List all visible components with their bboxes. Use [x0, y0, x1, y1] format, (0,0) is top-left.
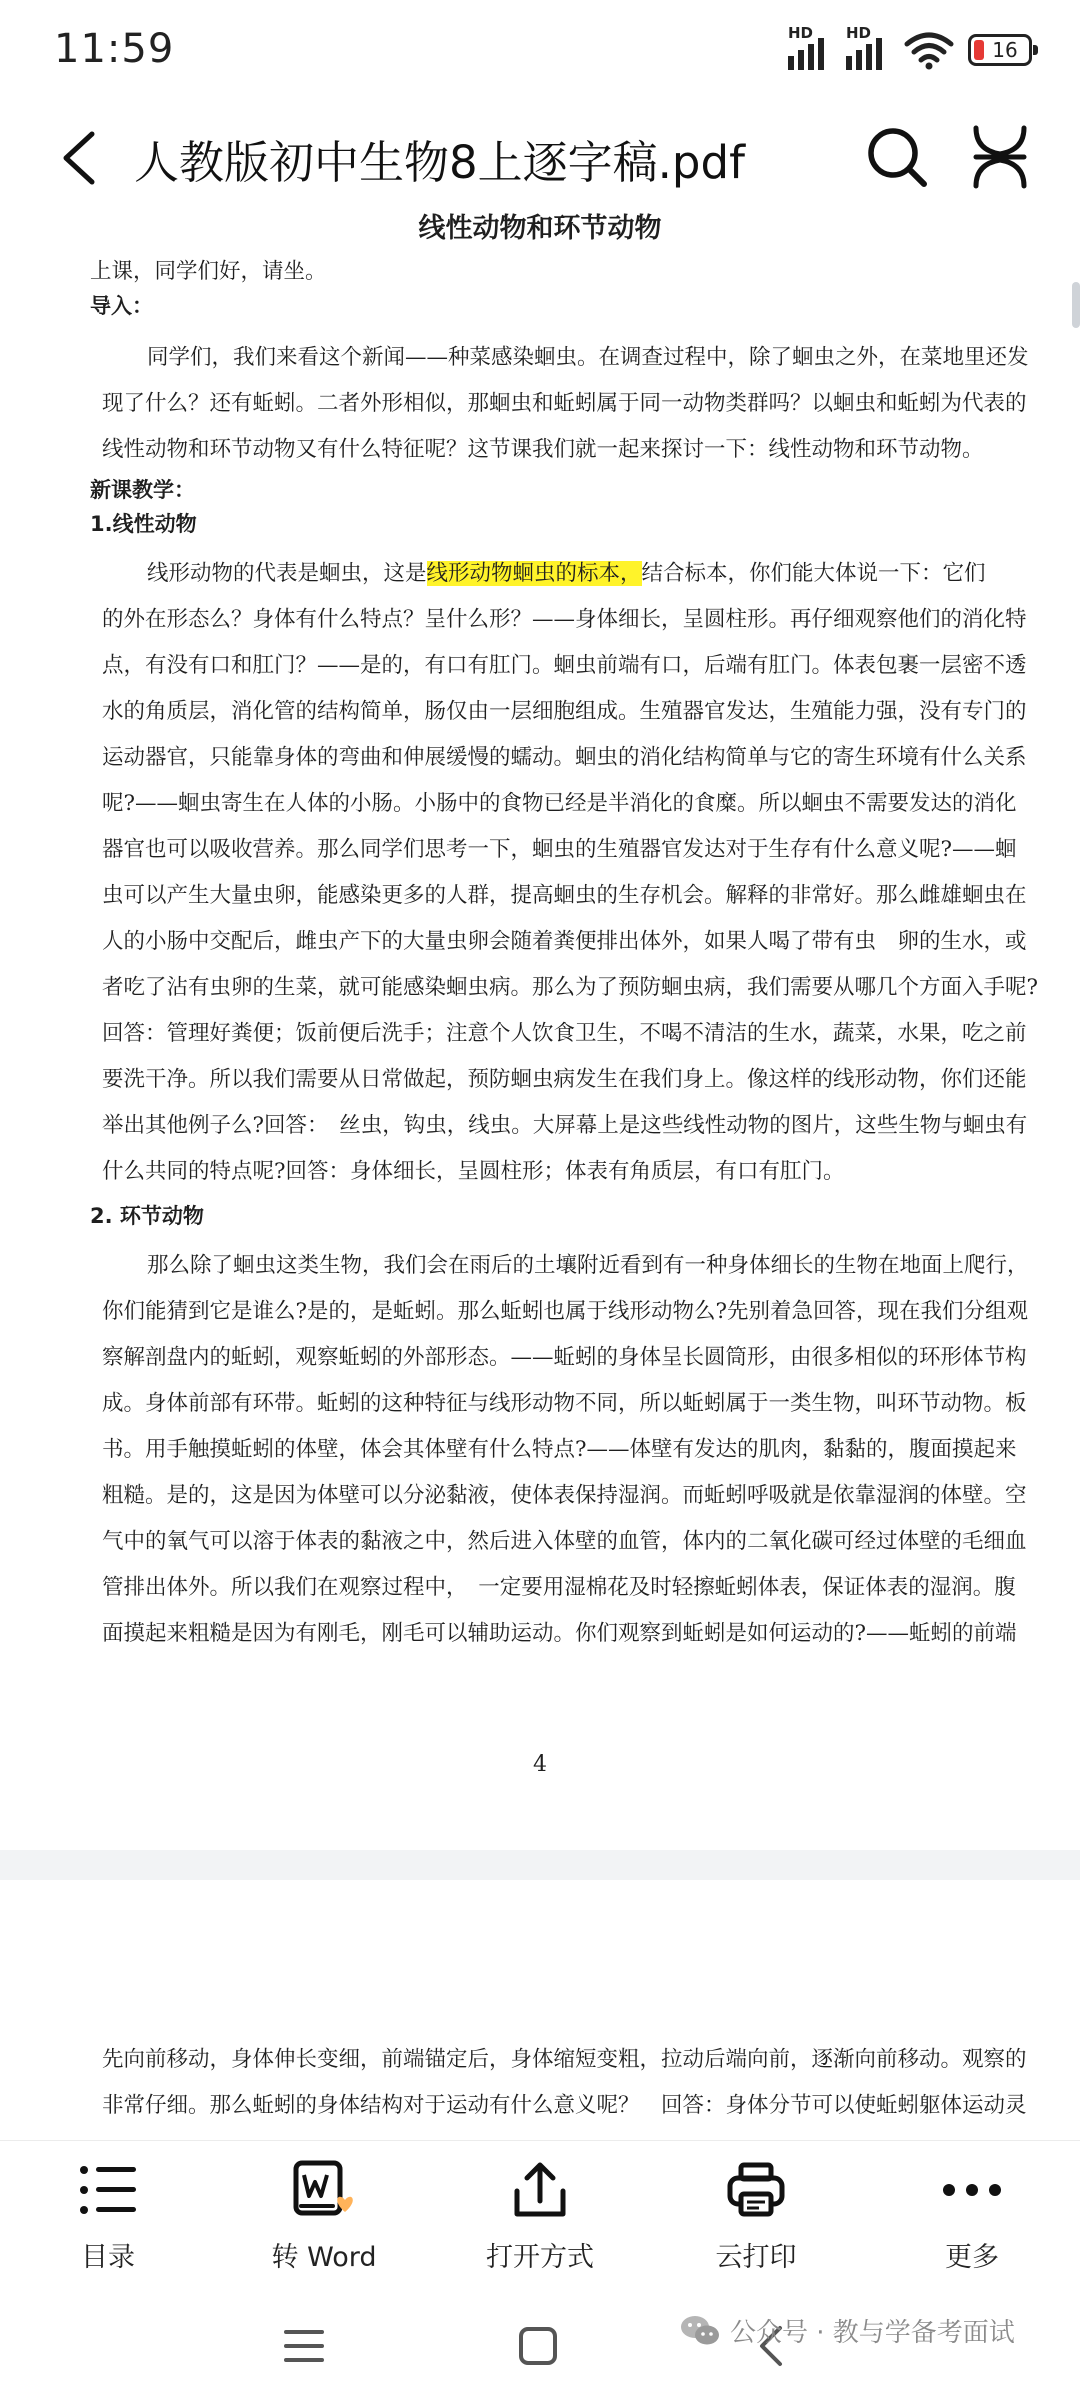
wechat-icon — [680, 2314, 720, 2348]
cloud-print-label: 云打印 — [715, 2242, 797, 2273]
text-line: 呢?——蛔虫寄生在人体的小肠。小肠中的食物已经是半消化的食糜。所以蛔虫不需要发达的消化 — [102, 791, 1017, 816]
hd-label-2: HD — [846, 24, 872, 42]
text-line: 水的角质层，消化管的结构简单，肠仅由一层细胞组成。生殖器官发达，生殖能力强，没有专门的 — [102, 699, 1027, 724]
battery-icon — [968, 34, 1032, 66]
text-line: 非常仔细。那么蚯蚓的身体结构对于运动有什么意义呢？ 回答：身体分节可以使蚯蚓躯体运动灵 — [102, 2093, 1027, 2118]
text-line: 要洗干净。所以我们需要从日常做起，预防蛔虫病发生在我们身上。像这样的线形动物，你们还能 — [102, 1067, 1027, 1092]
watermark-text: 公众号 · 教与学备考面试 — [730, 2318, 1015, 2348]
text-line: 回答：管理好粪便；饭前便后洗手；注意个人饮食卫生，不喝不清洁的生水，蔬菜，水果，吃之前 — [102, 1021, 1027, 1046]
printer-icon — [727, 2162, 785, 2218]
text-line: 器官也可以吸收营养。那么同学们思考一下，蛔虫的生殖器官发达对于生存有什么意义呢?——蛔 — [102, 837, 1017, 862]
text-line: 线性动物和环节动物又有什么特征呢？这节课我们就一起来探讨一下：线性动物和环节动物。 — [102, 437, 984, 462]
wifi-icon — [904, 30, 954, 70]
text-segment: 线形动物的代表是蛔虫，这是 — [147, 561, 427, 586]
text-line: 成。身体前部有环带。蚯蚓的这种特征与线形动物不同，所以蚯蚓属于一类生物，叫环节动物。板 — [102, 1391, 1027, 1416]
share-icon — [512, 2161, 568, 2219]
text-line: 粗糙。是的，这是因为体壁可以分泌黏液，使体表保持湿润。而蚯蚓呼吸就是依靠湿润的体壁。空 — [102, 1483, 1027, 1508]
text-line: 现了什么？还有蚯蚓。二者外形相似，那蛔虫和蚯蚓属于同一动物类群吗？以蛔虫和蚯蚓为代表的 — [102, 391, 1027, 416]
open-with-label: 打开方式 — [486, 2242, 594, 2273]
cloud-print-button[interactable] — [666, 2155, 846, 2274]
text-line: 举出其他例子么?回答： 丝虫，钩虫，线虫。大屏幕上是这些线性动物的图片，这些生物与蛔虫有 — [102, 1113, 1028, 1138]
section-heading: 导入： — [90, 294, 153, 318]
pdf-page[interactable] — [0, 206, 1080, 1850]
to-word-label: 转 Word — [271, 2242, 377, 2273]
hd-label: HD — [788, 24, 814, 42]
text-segment: 结合标本，你们能大体说一下：它们 — [641, 561, 986, 586]
more-button[interactable] — [882, 2155, 1062, 2274]
reading-mode-icon[interactable] — [970, 124, 1030, 190]
scrollbar-thumb[interactable] — [1072, 282, 1080, 328]
search-icon[interactable] — [862, 122, 932, 192]
subsection-heading: 2. 环节动物 — [90, 1204, 204, 1228]
toc-label: 目录 — [81, 2242, 135, 2273]
page-number: 4 — [533, 1752, 547, 1777]
toc-button[interactable] — [18, 2155, 198, 2274]
status-icons — [788, 24, 1032, 70]
back-icon[interactable] — [56, 128, 104, 188]
battery-level: 16 — [992, 38, 1018, 62]
text-line: 点，有没有口和肛门？——是的，有口有肛门。蛔虫前端有口，后端有肛门。体表包裹一层密不透 — [102, 653, 1027, 678]
text-line: 书。用手触摸蚯蚓的体壁，体会其体壁有什么特点?——体壁有发达的肌肉，黏黏的，腹面摸起来 — [102, 1437, 1017, 1462]
signal-icon-2 — [846, 24, 890, 70]
menu-nav-icon[interactable] — [284, 2328, 324, 2364]
watermark — [680, 2312, 1015, 2349]
text-line: 什么共同的特点呢?回答：身体细长，呈圆柱形；体表有角质层，有口有肛门。 — [102, 1159, 845, 1184]
more-label: 更多 — [945, 2242, 999, 2273]
signal-icon — [788, 24, 832, 70]
subsection-heading: 1.线性动物 — [90, 512, 197, 536]
text-line: 那么除了蛔虫这类生物，我们会在雨后的土壤附近看到有一种身体细长的生物在地面上爬行， — [147, 1253, 1029, 1278]
page-heading: 线性动物和环节动物 — [418, 213, 662, 244]
page-separator — [0, 1850, 1080, 1880]
status-time: 11:59 — [54, 26, 175, 72]
status-bar — [0, 0, 1080, 110]
text-line: 的外在形态么？身体有什么特点？呈什么形？——身体细长，呈圆柱形。再仔细观察他们的消化特 — [102, 607, 1027, 632]
text-line: 察解剖盘内的蚯蚓，观察蚯蚓的外部形态。——蚯蚓的身体呈长圆筒形，由很多相似的环形体节构 — [102, 1345, 1027, 1370]
text-line: 运动器官，只能靠身体的弯曲和伸展缓慢的蠕动。蛔虫的消化结构简单与它的寄生环境有什么关系 — [102, 745, 1027, 770]
text-line: 气中的氧气可以溶于体表的黏液之中，然后进入体壁的血管，体内的二氧化碳可经过体壁的毛细血 — [102, 1529, 1027, 1554]
app-bar — [0, 110, 1080, 206]
open-with-button[interactable] — [450, 2155, 630, 2274]
word-icon — [293, 2160, 355, 2220]
text-line: 虫可以产生大量虫卵，能感染更多的人群，提高蛔虫的生存机会。解释的非常好。那么雌雄蛔虫在 — [102, 883, 1027, 908]
text-line: 上课，同学们好，请坐。 — [90, 259, 327, 284]
text-line: 管排出体外。所以我们在观察过程中， 一定要用湿棉花及时轻擦蚯蚓体表，保证体表的湿润。腹 — [102, 1575, 1016, 1600]
pdf-page-next[interactable] — [0, 1880, 1080, 2140]
text-line: 者吃了沾有虫卵的生菜，就可能感染蛔虫病。那么为了预防蛔虫病，我们需要从哪几个方面入手呢? — [102, 975, 1039, 1000]
text-line: 同学们，我们来看这个新闻——种菜感染蛔虫。在调查过程中，除了蛔虫之外，在菜地里还发 — [147, 345, 1029, 370]
text-line: 先向前移动，身体伸长变细，前端锚定后，身体缩短变粗，拉动后端向前，逐渐向前移动。观察的 — [102, 2047, 1027, 2072]
to-word-button[interactable] — [234, 2155, 414, 2274]
document-title: 人教版初中生物8上逐字稿.pdf — [134, 136, 745, 189]
text-line: 你们能猜到它是谁么?是的，是蚯蚓。那么蚯蚓也属于线形动物么?先别着急回答，现在我们分组观 — [102, 1299, 1029, 1324]
text-line: 面摸起来粗糙是因为有刚毛，刚毛可以辅助运动。你们观察到蚯蚓是如何运动的?——蚯蚓的前端 — [102, 1621, 1017, 1646]
text-line: 人的小肠中交配后，雌虫产下的大量虫卵会随着粪便排出体外，如果人喝了带有虫 卵的生水，或 — [102, 929, 1027, 954]
bottom-toolbar — [0, 2140, 1080, 2280]
home-nav-icon[interactable] — [518, 2326, 558, 2366]
more-icon — [942, 2183, 1002, 2197]
list-icon — [78, 2164, 138, 2216]
section-heading: 新课教学： — [90, 478, 195, 502]
text-line — [147, 556, 986, 587]
highlighted-text[interactable]: 线形动物蛔虫的标本， — [426, 561, 642, 586]
